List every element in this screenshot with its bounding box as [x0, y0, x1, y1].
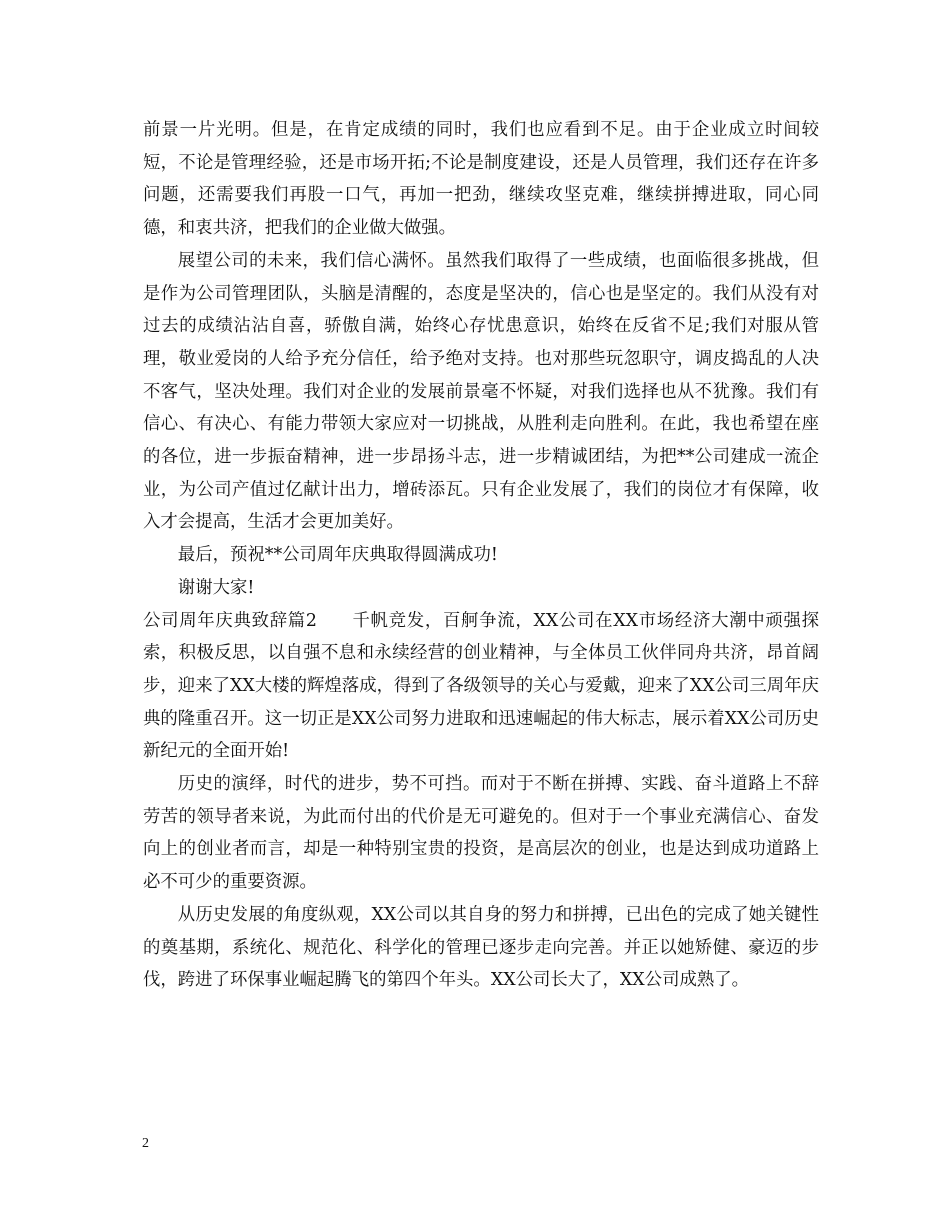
heading-gap — [317, 611, 352, 631]
paragraph-5 — [143, 605, 819, 769]
paragraph-5-text: 千帆竞发，百舸争流，XX公司在XX市场经济大潮中顽强探索，积极反思，以自强不息和永续经营的创业精神，与全体员工伙伴同舟共济，昂首阔步，迎来了XX大楼的辉煌落成，得到了各级领导的关心与爱戴，迎来了XX公司三周年庆典的隆重召开。这一切正是XX公司努力进取和迅速崛起的伟大标志，展示着XX公司历史新纪元的全面开始! — [143, 610, 819, 762]
section-heading: 公司周年庆典致辞篇2 — [143, 610, 317, 631]
paragraph-3: 最后，预祝**公司周年庆典取得圆满成功! — [177, 545, 498, 566]
page-number: 2 — [142, 1136, 149, 1151]
paragraph-1: 前景一片光明。但是，在肯定成绩的同时，我们也应看到不足。由于企业成立时间较短，不论是管理经验，还是市场开拓;不论是制度建设，还是人员管理，我们还存在许多问题，还需要我们再股一口气，再加一把劲，继续攻坚克难，继续拼搏进取，同心同德，和衷共济，把我们的企业做大做强。 — [143, 120, 819, 239]
paragraph-6: 历史的演绎，时代的进步，势不可挡。而对于不断在拼搏、实践、奋斗道路上不辞劳苦的领导者来说，为此而付出的代价是无可避免的。但对于一个事业充满信心、奋发向上的创业者而言，却是一种特别宝贵的投资，是高层次的创业，也是达到成功道路上必不可少的重要资源。 — [143, 774, 819, 893]
document-body — [143, 114, 819, 997]
paragraph-4: 谢谢大家! — [177, 577, 255, 598]
paragraph-2: 展望公司的未来，我们信心满怀。虽然我们取得了一些成绩，也面临很多挑战，但是作为公司管理团队，头脑是清醒的，态度是坚决的，信心也是坚定的。我们从没有对过去的成绩沾沾自喜，骄傲自满，始终心存忧患意识，始终在反省不足;我们对服从管理，敬业爱岗的人给予充分信任，给予绝对支持。也对那些玩忽职守，调皮捣乱的人决不客气，坚决处理。我们对企业的发展前景毫不怀疑，对我们选择也从不犹豫。我们有信心、有决心、有能力带领大家应对一切挑战，从胜利走向胜利。在此，我也希望在座的各位，进一步振奋精神，进一步昂扬斗志，进一步精诚团结，为把**公司建成一流企业，为公司产值过亿献计出力，增砖添瓦。只有企业发展了，我们的岗位才有保障，收入才会提高，生活才会更加美好。 — [143, 250, 819, 533]
paragraph-7: 从历史发展的角度纵观，XX公司以其自身的努力和拼搏，已出色的完成了她关键性的奠基期，系统化、规范化、科学化的管理已逐步走向完善。并正以她矫健、豪迈的步伐，跨进了环保事业崛起腾飞的第四个年头。XX公司长大了，XX公司成熟了。 — [143, 904, 819, 991]
